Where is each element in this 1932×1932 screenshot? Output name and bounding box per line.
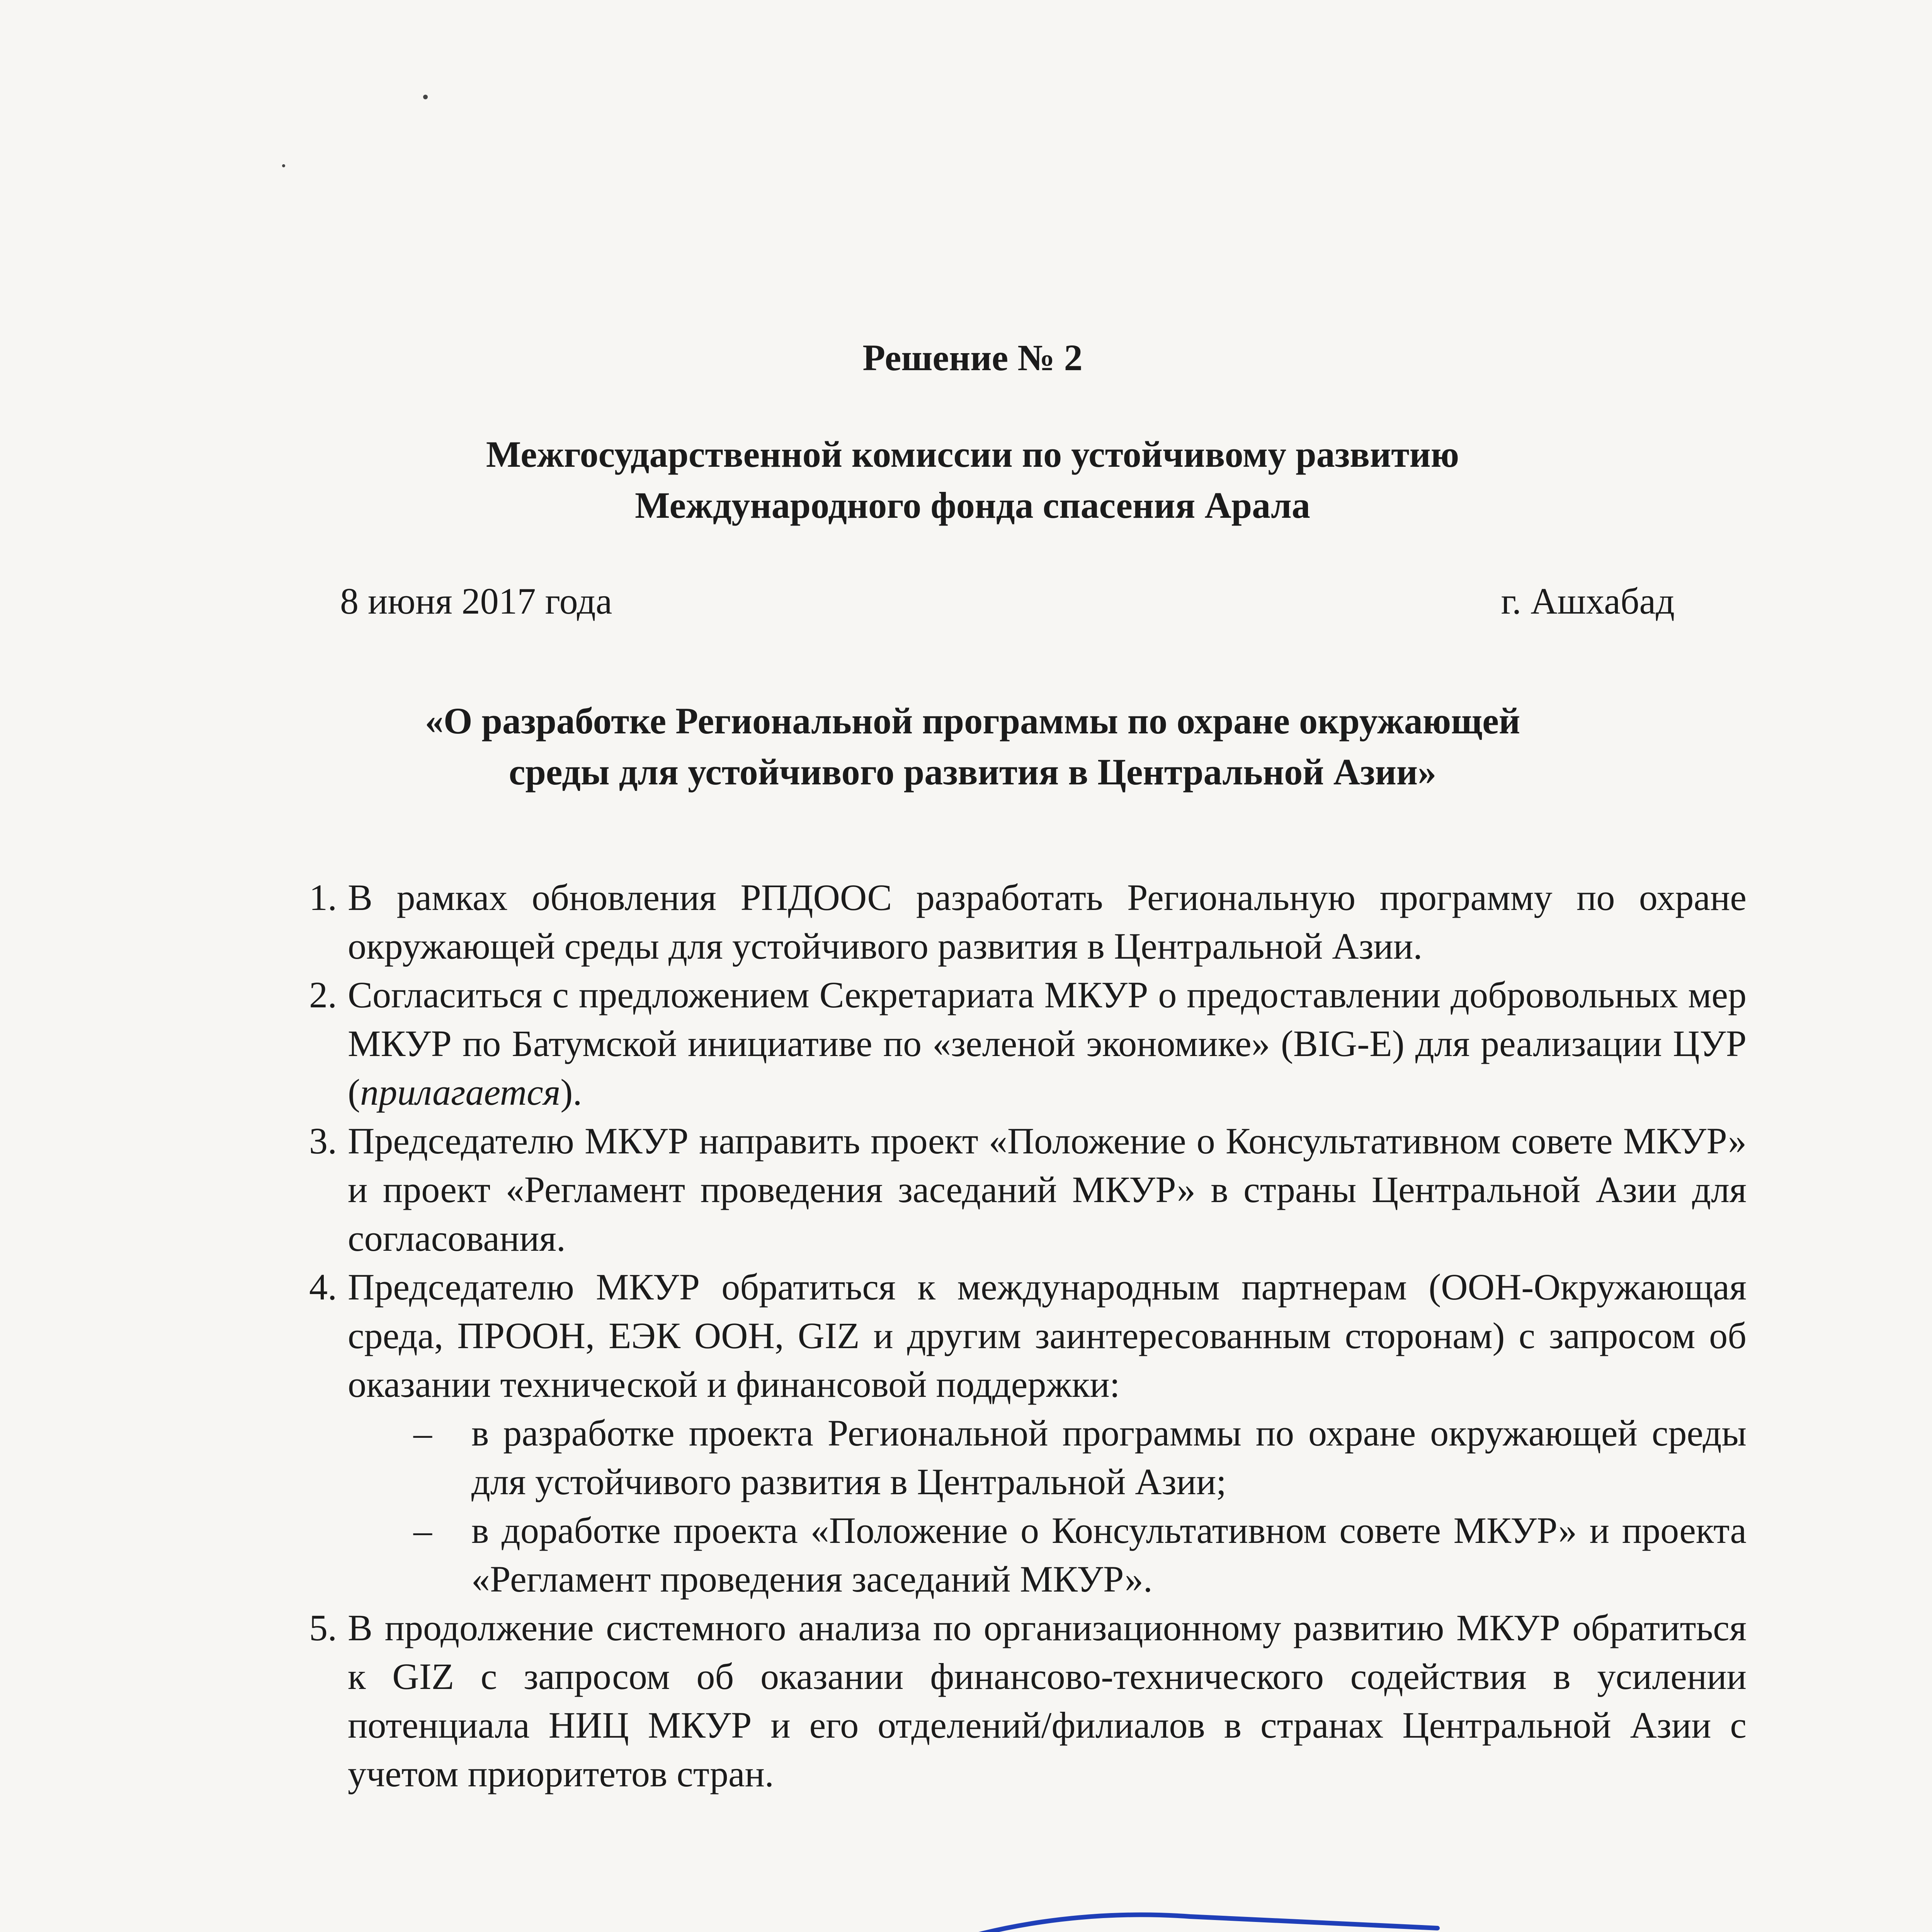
- document-subject: [0, 696, 1932, 798]
- issuer-heading: [0, 429, 1932, 531]
- decision-items: [309, 873, 1747, 1798]
- document-title: Решение № 2: [862, 337, 1083, 378]
- decision-item-3: [309, 1117, 1747, 1263]
- sub-item-text: в разработке проекта Региональной программы по охране окружающей среды для устойчивого развития в Центральной Азии;: [471, 1412, 1747, 1502]
- item-text-part: Согласиться с предложением Секретариата МКУР о предоставлении добровольных мер МКУР по Батумской инициативе по «зеленой экономике» (BIG-E) для реализации ЦУР (: [348, 974, 1747, 1113]
- subject-line-1: «О разработке Региональной программы по охране окружающей: [425, 700, 1520, 742]
- decision-item-4: [309, 1263, 1747, 1409]
- item-text: Председателю МКУР направить проект «Положение о Консультативном совете МКУР» и проект «Регламент проведения заседаний МКУР» в страны Центральной Азии для согласования.: [348, 1120, 1747, 1259]
- sub-item-2: [413, 1506, 1747, 1604]
- issuer-line-2: Международного фонда спасения Арала: [635, 485, 1310, 526]
- item-text-italic: прилагается: [360, 1071, 561, 1113]
- issuer-line-1: Межгосударственной комиссии по устойчивому развитию: [486, 434, 1459, 475]
- sub-item-text: в доработке проекта «Положение о Консультативном совете МКУР» и проекта «Регламент проведения заседаний МКУР».: [471, 1510, 1747, 1600]
- signature-kazakhstan: [889, 1893, 1468, 1932]
- decision-item-2: [309, 971, 1747, 1117]
- item-number: 4.: [309, 1266, 337, 1308]
- sub-item-marker: –: [413, 1412, 432, 1454]
- item-text: В рамках обновления РПДООС разработать Региональную программу по охране окружающей среды для устойчивого развития в Центральной Азии.: [348, 877, 1747, 967]
- scan-speck: [282, 164, 285, 167]
- item-number: 3.: [309, 1120, 337, 1162]
- item-text: Председателю МКУР обратиться к международным партнерам (ООН-Окружающая среда, ПРООН, ЕЭК ООН, GIZ и другим заинтересованным сторонам) с запросом об оказании технической и финансовой поддержки:: [348, 1266, 1747, 1405]
- decision-item-5: [309, 1604, 1747, 1798]
- item-number: 1.: [309, 877, 337, 918]
- sub-item-marker: –: [413, 1510, 432, 1551]
- subject-line-2: среды для устойчивого развития в Центральной Азии»: [509, 751, 1437, 793]
- item-text: В продолжение системного анализа по организационному развитию МКУР обратиться к GIZ с запросом об оказании финансово-технического содействия в усилении потенциала НИЦ МКУР и его отделений/филиалов в странах Центральной Азии с учетом приоритетов стран.: [348, 1607, 1747, 1794]
- scan-speck: [423, 95, 428, 99]
- document-date: 8 июня 2017 года: [340, 580, 612, 622]
- decision-item-1: [309, 873, 1747, 971]
- item-number: 2.: [309, 974, 337, 1015]
- item-text: [348, 971, 1747, 1117]
- item-text-part: ).: [560, 1071, 582, 1113]
- item-number: 5.: [309, 1607, 337, 1648]
- document-city: г. Ашхабад: [1501, 580, 1675, 622]
- sub-item-1: [413, 1409, 1747, 1506]
